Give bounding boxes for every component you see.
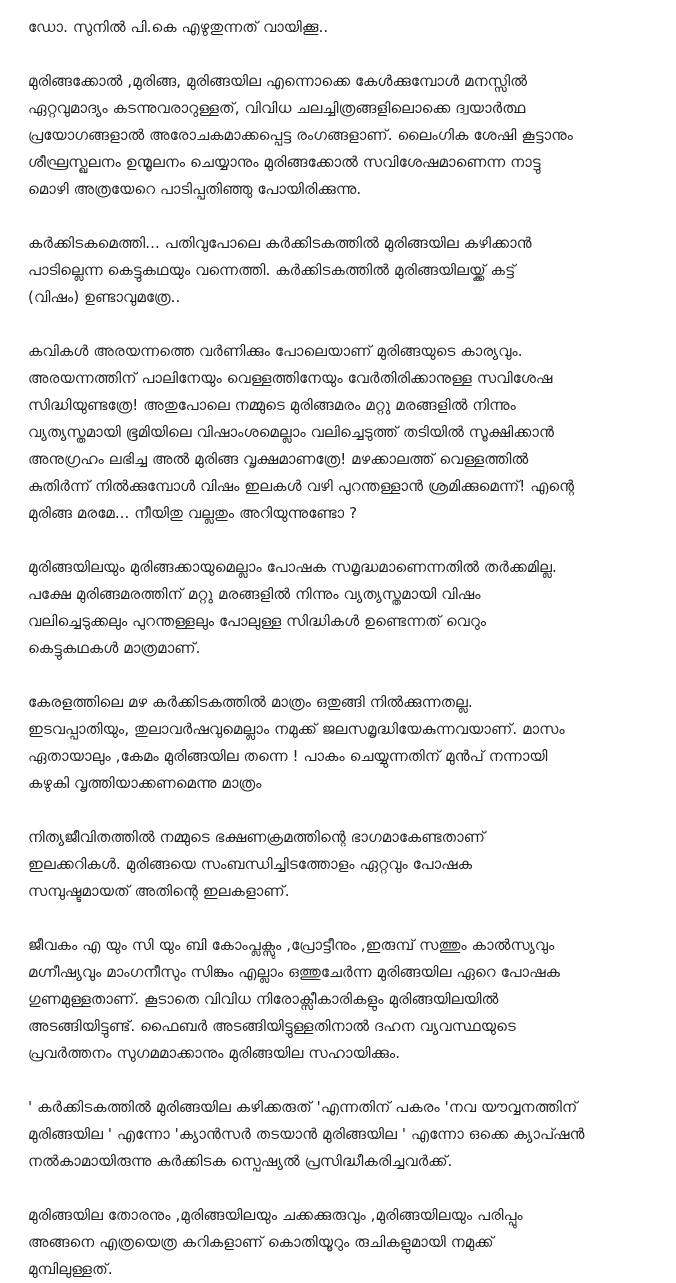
article-paragraph <box>28 824 648 905</box>
paragraph-line: അടങ്ങിയിട്ടുണ്ട്. ഫൈബർ അടങ്ങിയിട്ടുള്ളതിനാൽ ദഹന വ്യവസ്ഥയുടെ <box>28 1017 516 1035</box>
paragraph-line: ഇലക്കറികൾ. മുരിങ്ങയെ സംബന്ധിച്ചിടത്തോളം ഏറ്റവും പോഷക <box>28 855 473 873</box>
paragraph-line: കെട്ടുകഥകൾ മാത്രമാണ്. <box>28 639 201 657</box>
paragraph-line: സിദ്ധിയുണ്ടത്രേ! അതുപോലെ നമ്മുടെ മുരിങ്ങമരം മറ്റു മരങ്ങളിൽ നിന്നും <box>28 396 516 414</box>
paragraph-line: പ്രയോഗങ്ങളാൽ അരോചകമാക്കപ്പെട്ട രംഗങ്ങളാണ്. ലൈംഗിക ശേഷി കൂട്ടാനും <box>28 126 573 144</box>
paragraph-line: നൽകാമായിരുന്നു കർക്കിടക സ്പെഷ്യൽ പ്രസിദ്ധീകരിച്ചവർക്ക്. <box>28 1152 453 1170</box>
paragraph-line: കഴുകി വൃത്തിയാക്കണമെന്നു മാത്രം <box>28 774 262 792</box>
paragraph-line: അരയന്നത്തിന് പാലിനേയും വെള്ളത്തിനേയും വേർതിരിക്കാനുള്ള സവിശേഷ <box>28 369 553 387</box>
article-paragraph <box>28 68 648 203</box>
paragraph-line: മൊഴി അത്രയേറെ പാടിപ്പതിഞ്ഞു പോയിരിക്കുന്നു. <box>28 180 362 198</box>
paragraph-line: മുരിങ്ങയില തോരനും ,മുരിങ്ങയിലയും ചക്കക്കുരുവും ,മുരിങ്ങയിലയും പരിപ്പും <box>28 1206 523 1224</box>
paragraph-line: അനുഗ്രഹം ലഭിച്ച അൽ മുരിങ്ങ വൃക്ഷമാണത്രേ! മഴക്കാലത്ത് വെള്ളത്തിൽ <box>28 450 529 468</box>
paragraph-line: കർക്കിടകമെത്തി... പതിവുപോലെ കർക്കിടകത്തിൽ മുരിങ്ങയില കഴിക്കാൻ <box>28 234 532 252</box>
paragraph-line: (വിഷം) ഉണ്ടാവുമത്രേ.. <box>28 288 181 306</box>
paragraph-line: മുമ്പിലുള്ളത്. <box>28 1260 113 1278</box>
paragraph-line: കവികൾ അരയന്നത്തെ വർണിക്കും പോലെയാണ് മുരിങ്ങയുടെ കാര്യവും. <box>28 342 523 360</box>
paragraph-line: ഏറ്റവുമാദ്യം കടന്നുവരാറുള്ളത്, വിവിധ ചലച്ചിത്രങ്ങളിലൊക്കെ ദ്വയാർത്ഥ <box>28 99 526 117</box>
paragraph-line: വ്യത്യസ്തമായി ഭൂമിയിലെ വിഷാംശമെല്ലാം വലിച്ചെടുത്ത് തടിയിൽ സൂക്ഷിക്കാൻ <box>28 423 554 441</box>
paragraph-line: മഗ്നീഷ്യവും മാംഗനീസും സിങ്കും എല്ലാം ഒത്തുചേർന്ന മുരിങ്ങയില ഏറെ പോഷക <box>28 963 561 981</box>
paragraph-line: മുരിങ്ങക്കോൽ ,മുരിങ്ങ, മുരിങ്ങയില എന്നൊക്കെ കേൾക്കുമ്പോൾ മനസ്സിൽ <box>28 72 528 90</box>
paragraph-line: ഏതായാലും ,കേമം മുരിങ്ങയില തന്നെ ! പാകം ചെയ്യുന്നതിന് മുൻപ് നന്നായി <box>28 747 548 765</box>
paragraph-line: മുരിങ്ങയിലയും മുരിങ്ങക്കായുമെല്ലാം പോഷക സമൃദ്ധമാണെന്നതിൽ തർക്കമില്ല. <box>28 558 557 576</box>
paragraph-line: പാടില്ലെന്ന കെട്ടുകഥയും വന്നെത്തി. കർക്കിടകത്തിൽ മുരിങ്ങയിലയ്ക്ക് കട്ട് <box>28 261 516 279</box>
paragraph-line: ശീഘ്രസ്ഖലനം ഉന്മൂലനം ചെയ്യാനും മുരിങ്ങക്കോൽ സവിശേഷമാണെന്ന നാട്ടു <box>28 153 541 171</box>
paragraph-line: നിത്യജീവിതത്തിൽ നമ്മുടെ ഭക്ഷണക്രമത്തിന്റെ ഭാഗമാകേണ്ടതാണ് <box>28 828 486 846</box>
paragraph-line: അങ്ങനെ എത്രയെത്ര കറികളാണ് കൊതിയൂറും രുചികളുമായി നമുക്ക് <box>28 1233 494 1251</box>
paragraph-line: മുരിങ്ങയില ' എന്നോ 'ക്യാൻസർ തടയാൻ മുരിങ്ങയില ' എന്നോ ഒക്കെ ക്യാപ്ഷൻ <box>28 1125 585 1143</box>
article-paragraph <box>28 338 648 527</box>
paragraph-line: പ്രവർത്തനം സുഗമമാക്കാനും മുരിങ്ങയില സഹായിക്കും. <box>28 1044 401 1062</box>
article-paragraph <box>28 689 648 797</box>
article-paragraph <box>28 230 648 311</box>
paragraph-line: സമ്പുഷ്ടമായത് അതിന്റെ ഇലകളാണ്. <box>28 882 290 900</box>
paragraph-line: കുതിർന്ന് നിൽക്കുമ്പോൾ വിഷം ഇലകൾ വഴി പുറന്തള്ളാൻ ശ്രമിക്കുമെന്ന്! എന്റെ <box>28 477 575 495</box>
paragraph-line: വലിച്ചെടുക്കലും പുറന്തള്ളലും പോലുള്ള സിദ്ധികൾ ഉണ്ടെന്നത് വെറും <box>28 612 487 630</box>
paragraph-line: കേരളത്തിലെ മഴ കർക്കിടകത്തിൽ മാത്രം ഒതുങ്ങി നിൽക്കുന്നതല്ല. <box>28 693 473 711</box>
paragraph-line: ഡോ. സുനിൽ പി.കെ എഴുതുന്നത് വായിക്കൂ.. <box>28 18 329 36</box>
article-paragraph <box>28 1202 648 1283</box>
article-paragraph <box>28 932 648 1067</box>
paragraph-line: ഗുണമുള്ളതാണ്. കൂടാതെ വിവിധ നിരോക്സീകാരികളും മുരിങ്ങയിലയിൽ <box>28 990 499 1008</box>
paragraph-line: പക്ഷേ മുരിങ്ങമരത്തിന് മറ്റു മരങ്ങളിൽ നിന്നും വ്യത്യസ്തമായി വിഷം <box>28 585 481 603</box>
paragraph-line: ജീവകം എ യും സി യും ബി കോംപ്ലക്സും ,പ്രോട്ടീനും ,ഇരുമ്പ് സത്തും കാൽസ്യവും <box>28 936 555 954</box>
paragraph-line: മുരിങ്ങ മരമേ... നീയിതു വല്ലതും അറിയുന്നുണ്ടോ ? <box>28 504 358 522</box>
article-paragraph <box>28 14 648 41</box>
article-paragraph <box>28 1094 648 1175</box>
paragraph-line: ഇടവപ്പാതിയും, തുലാവർഷവുമെല്ലാം നമുക്ക് ജലസമൃദ്ധിയേകുന്നവയാണ്. മാസം <box>28 720 565 738</box>
article-paragraph <box>28 554 648 662</box>
paragraph-line: ' കർക്കിടകത്തിൽ മുരിങ്ങയില കഴിക്കരുത് 'എന്നതിന് പകരം 'നവ യൗവ്വനത്തിന് <box>28 1098 578 1116</box>
